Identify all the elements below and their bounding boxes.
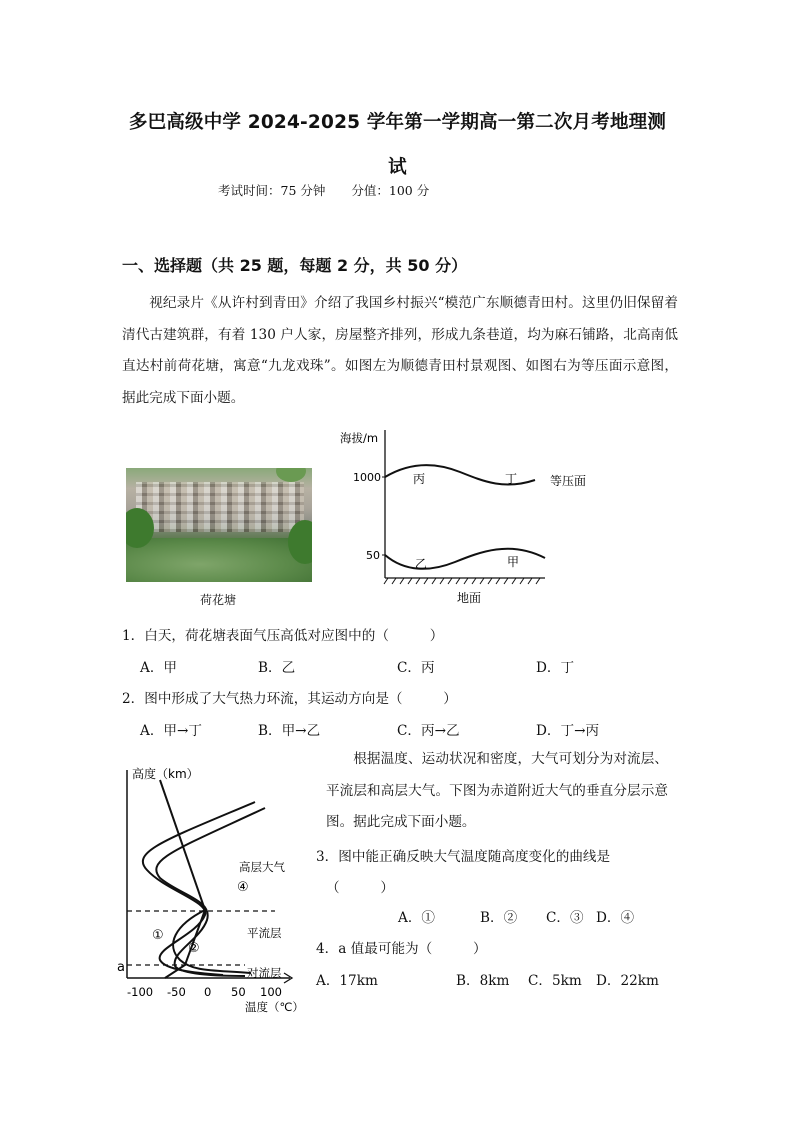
lotus-pond <box>126 538 312 582</box>
question-2-stem: 2．图中形成了大气热力环流，其运动方向是（ ） <box>122 691 457 707</box>
tick-label-1000: 1000 <box>353 471 381 484</box>
x-tick-minus-100: -100 <box>127 985 154 999</box>
question-1-option-c[interactable]: C．丙 <box>397 660 435 676</box>
question-2-option-a[interactable]: A．甲→丁 <box>140 723 202 739</box>
houses-area <box>136 482 304 532</box>
question-1-option-b[interactable]: B．乙 <box>258 660 296 676</box>
curve-4 <box>156 808 265 976</box>
question-4-option-b[interactable]: B．8km <box>456 973 510 989</box>
question-4-option-d[interactable]: D．22km <box>596 973 659 989</box>
title-line-1: 多巴高级中学 2024-2025 学年第一学期高一第二次月考地理测 <box>128 112 667 133</box>
photo-caption: 荷花塘 <box>200 593 237 607</box>
x-tick-50: 50 <box>231 985 246 999</box>
question-2-option-d[interactable]: D．丁→丙 <box>536 723 600 739</box>
atmo-x-axis-label: 温度（℃） <box>245 1000 304 1014</box>
isobar-y-axis-label: 海拔/m <box>340 431 379 445</box>
question-2-option-c[interactable]: C．丙→乙 <box>397 723 460 739</box>
question-3-stem: 3．图中能正确反映大气温度随高度变化的曲线是 <box>316 849 611 865</box>
lower-isobar-curve <box>385 549 545 569</box>
a-label: a <box>117 960 125 975</box>
question-1-option-a[interactable]: A．甲 <box>140 660 178 676</box>
curve-1 <box>160 780 205 910</box>
tree <box>276 468 306 482</box>
question-3-paren: （ ） <box>326 880 394 896</box>
question-4-option-c[interactable]: C．5km <box>528 973 582 989</box>
curve-4-label: ④ <box>237 880 249 895</box>
question-3-option-b[interactable]: B．② <box>480 910 518 926</box>
section-heading: 一、选择题（共 25 题，每题 2 分，共 50 分） <box>122 256 468 275</box>
village-photo <box>126 468 312 582</box>
material-paragraph-2: 根据温度、运动状况和密度，大气可划分为对流层、平流层和高层大气。下图为赤道附近大气的垂直分层示意图。据此完成下面小题。 <box>326 751 668 830</box>
question-3-option-c[interactable]: C．③ <box>546 910 584 926</box>
isobar-diagram <box>330 420 610 610</box>
atmo-y-axis-label: 高度（km） <box>132 767 199 781</box>
material-paragraph-1: 视纪录片《从许村到青田》介绍了我国乡村振兴“模范广东顺德青田村。这里仍旧保留着清代古建筑群，有着 130 户人家，房屋整齐排列，形成九条巷道，均为麻石铺路，北高南低直达村前荷花塘，寓意“九龙戏珠”。如图左为顺德青田村景观图、如图右为等压面示意图，据此完成下面小题。 <box>122 295 678 406</box>
curve-1-label: ① <box>152 928 164 943</box>
layer-label-strato: 平流层 <box>247 926 282 940</box>
tick-label-50: 50 <box>366 549 380 562</box>
question-4-stem: 4．a 值最可能为（ ） <box>316 941 487 957</box>
layer-label-high: 高层大气 <box>239 860 285 874</box>
x-tick-100: 100 <box>260 985 282 999</box>
question-3-option-a[interactable]: A．① <box>398 910 436 926</box>
exam-time: 考试时间：75 分钟 <box>218 183 326 198</box>
page-title <box>115 100 680 190</box>
label-ding: 丁 <box>505 472 518 486</box>
title-line-2: 试 <box>388 157 407 178</box>
ground-label: 地面 <box>457 591 482 605</box>
exam-score: 分值：100 分 <box>351 183 430 198</box>
x-tick-0: 0 <box>204 985 212 999</box>
label-yi: 乙 <box>415 557 428 571</box>
isobar-surface-label: 等压面 <box>550 474 587 488</box>
exam-meta <box>218 181 429 199</box>
ground-hatching <box>384 578 540 584</box>
atmosphere-diagram <box>105 760 315 1015</box>
question-4-option-a[interactable]: A．17km <box>316 973 378 989</box>
question-1-stem: 1．白天，荷花塘表面气压高低对应图中的（ ） <box>122 628 444 644</box>
layer-label-tropo: 对流层 <box>247 966 282 980</box>
curve-2-label: ② <box>188 941 200 956</box>
label-jia: 甲 <box>507 555 520 569</box>
x-tick-minus-50: -50 <box>167 985 186 999</box>
label-bing: 丙 <box>413 472 426 486</box>
question-1-option-d[interactable]: D．丁 <box>536 660 575 676</box>
question-2-option-b[interactable]: B．甲→乙 <box>258 723 321 739</box>
question-3-option-d[interactable]: D．④ <box>596 910 635 926</box>
